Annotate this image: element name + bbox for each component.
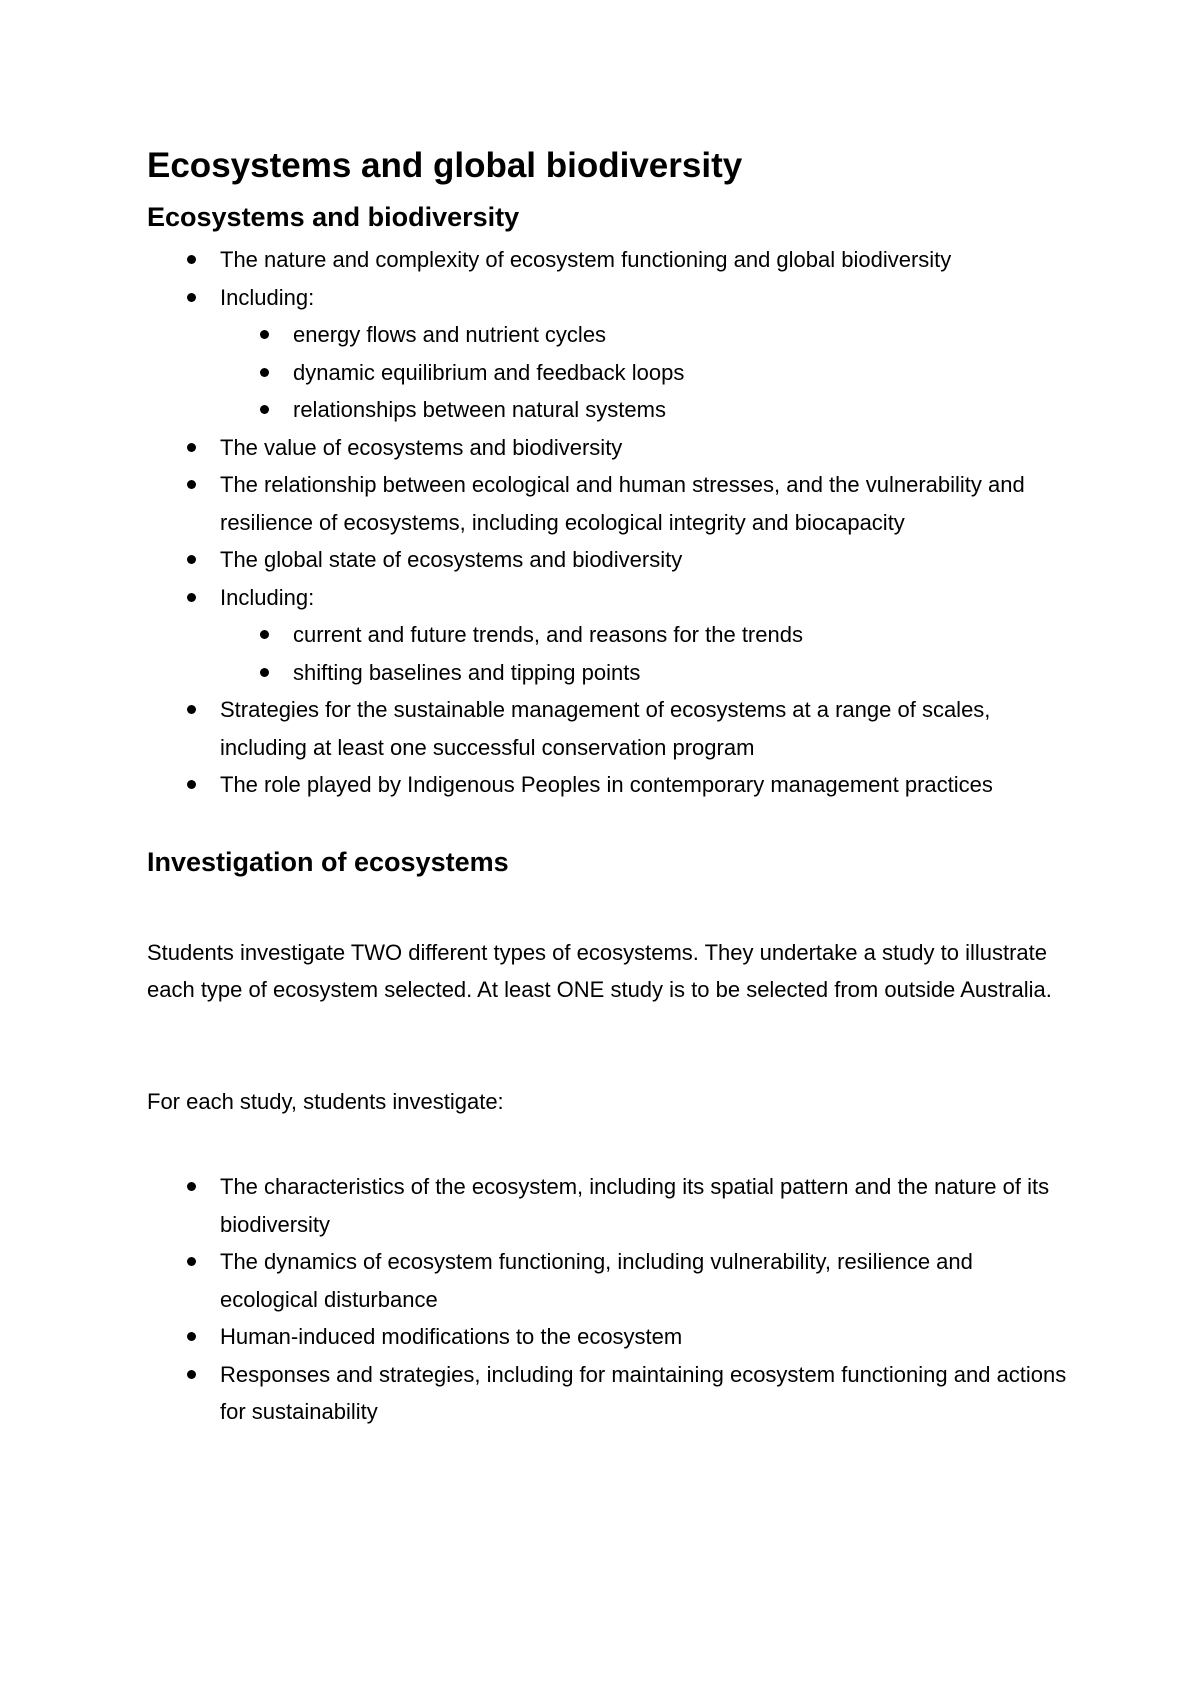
nested-list-item: current and future trends, and reasons for the trends xyxy=(220,616,1067,654)
list-item: Strategies for the sustainable management of ecosystems at a range of scales, including at least one successful conservation program xyxy=(147,691,1067,766)
section-heading-ecosystems-biodiversity: Ecosystems and biodiversity xyxy=(147,202,520,232)
nested-list-item: relationships between natural systems xyxy=(220,391,1067,429)
list-item: The value of ecosystems and biodiversity xyxy=(147,429,1067,467)
list-item: The dynamics of ecosystem functioning, including vulnerability, resilience and ecological disturbance xyxy=(147,1243,1067,1318)
list-item: Human-induced modifications to the ecosystem xyxy=(147,1318,1067,1356)
list-item: The nature and complexity of ecosystem functioning and global biodiversity xyxy=(147,241,1067,279)
list-item: Responses and strategies, including for maintaining ecosystem functioning and actions for sustainability xyxy=(147,1356,1067,1431)
list-item: Including: xyxy=(147,279,1067,317)
document-page xyxy=(147,140,1067,1431)
nested-bullet-list xyxy=(147,316,1067,429)
list-item: The role played by Indigenous Peoples in contemporary management practices xyxy=(147,766,1067,804)
nested-bullet-list xyxy=(147,616,1067,691)
bullet-list-investigation xyxy=(147,1168,1067,1431)
document-title: Ecosystems and global biodiversity xyxy=(147,146,743,185)
nested-list-container xyxy=(147,616,1067,691)
nested-list-item: energy flows and nutrient cycles xyxy=(220,316,1067,354)
paragraph-study-description: Students investigate TWO different types of ecosystems. They undertake a study to illustrate each type of ecosystem selected. At least ONE study is to be selected from outside Australia. xyxy=(147,939,1052,1002)
bullet-list-ecosystems-biodiversity xyxy=(147,241,1067,804)
nested-list-container xyxy=(147,316,1067,429)
nested-list-item: dynamic equilibrium and feedback loops xyxy=(220,354,1067,392)
list-item: The global state of ecosystems and biodiversity xyxy=(147,541,1067,579)
list-item: The characteristics of the ecosystem, including its spatial pattern and the nature of its biodiversity xyxy=(147,1168,1067,1243)
nested-list-item: shifting baselines and tipping points xyxy=(220,654,1067,692)
list-item: The relationship between ecological and human stresses, and the vulnerability and resilience of ecosystems, including ecological integrity and biocapacity xyxy=(147,466,1067,541)
section-heading-investigation: Investigation of ecosystems xyxy=(147,846,509,877)
paragraph-for-each-study: For each study, students investigate: xyxy=(147,1088,504,1114)
list-item: Including: xyxy=(147,579,1067,617)
